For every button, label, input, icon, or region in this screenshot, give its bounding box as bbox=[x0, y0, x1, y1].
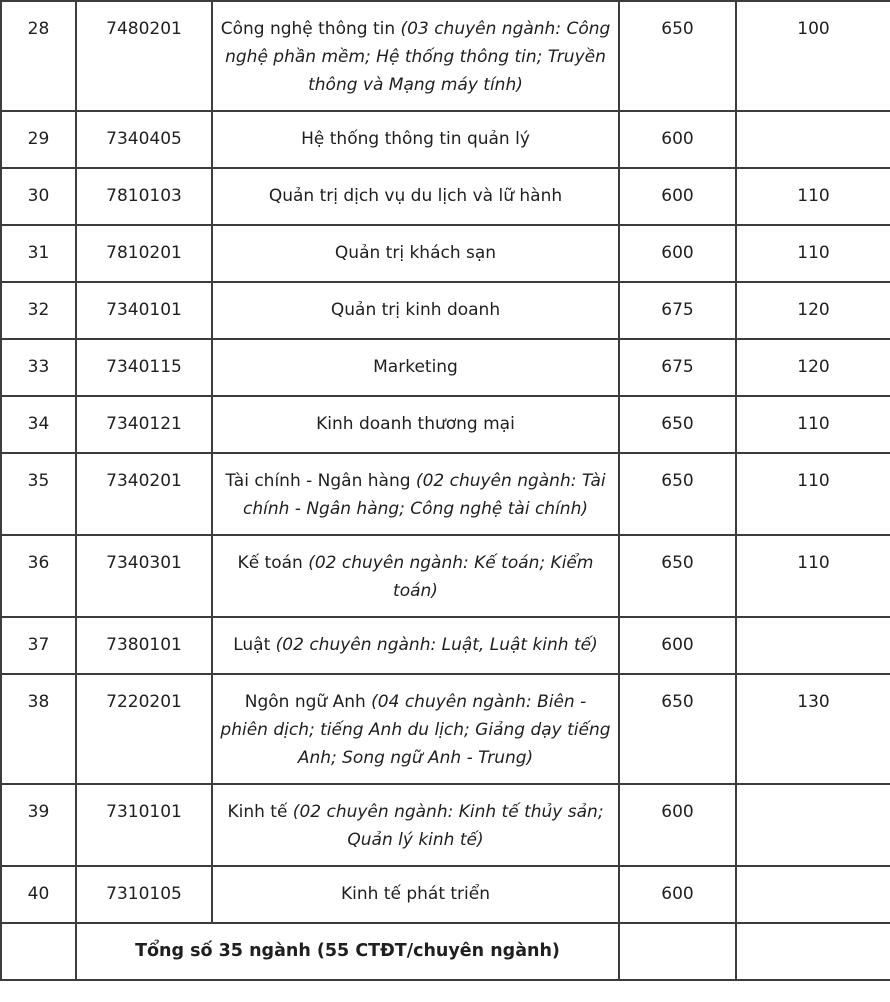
cell-col5-value: 130 bbox=[736, 674, 890, 784]
cell-col4-value: 600 bbox=[619, 866, 736, 923]
major-name-text: Quản trị dịch vụ du lịch và lữ hành bbox=[268, 186, 563, 206]
table-row bbox=[1, 168, 890, 225]
cell-major-code: 7480201 bbox=[76, 1, 212, 111]
cell-row-number: 35 bbox=[1, 453, 76, 535]
cell-col5-value: 110 bbox=[736, 453, 890, 535]
major-name-text: Kinh doanh thương mại bbox=[316, 414, 515, 434]
cell-major-code: 7340115 bbox=[76, 339, 212, 396]
cell-major-name bbox=[212, 1, 619, 111]
cell-row-number: 30 bbox=[1, 168, 76, 225]
cell-major-code: 7810201 bbox=[76, 225, 212, 282]
major-detail-text: (02 chuyên ngành: Luật, Luật kinh tế) bbox=[270, 635, 598, 655]
cell-major-code: 7220201 bbox=[76, 674, 212, 784]
cell-col5-value bbox=[736, 111, 890, 168]
cell-major-code: 7340201 bbox=[76, 453, 212, 535]
cell-col4-value: 600 bbox=[619, 225, 736, 282]
cell-major-code: 7340101 bbox=[76, 282, 212, 339]
major-detail-text: (02 chuyên ngành: Tài chính - Ngân hàng; Công nghệ tài chính) bbox=[242, 471, 606, 519]
footer-total-label: Tổng số 35 ngành (55 CTĐT/chuyên ngành) bbox=[76, 923, 619, 980]
major-name-text: Kinh tế phát triển bbox=[340, 884, 490, 904]
cell-col4-value: 600 bbox=[619, 784, 736, 866]
table-row bbox=[1, 1, 890, 111]
table-row bbox=[1, 225, 890, 282]
cell-major-name bbox=[212, 282, 619, 339]
major-name-text: Kế toán bbox=[237, 553, 303, 573]
cell-col4-value: 600 bbox=[619, 111, 736, 168]
major-name-text: Tài chính - Ngân hàng bbox=[225, 471, 411, 491]
cell-row-number: 37 bbox=[1, 617, 76, 674]
table-row bbox=[1, 396, 890, 453]
cell-major-code: 7810103 bbox=[76, 168, 212, 225]
cell-col5-value: 120 bbox=[736, 282, 890, 339]
cell-major-code: 7340121 bbox=[76, 396, 212, 453]
table-row bbox=[1, 453, 890, 535]
major-name-text: Quản trị kinh doanh bbox=[330, 300, 501, 320]
cell-major-code: 7380101 bbox=[76, 617, 212, 674]
cell-row-number: 32 bbox=[1, 282, 76, 339]
cell-row-number: 38 bbox=[1, 674, 76, 784]
cell-major-name bbox=[212, 396, 619, 453]
major-name-text: Luật bbox=[233, 635, 271, 655]
cell-major-name bbox=[212, 111, 619, 168]
table-row bbox=[1, 535, 890, 617]
cell-col5-value: 110 bbox=[736, 535, 890, 617]
cell-col5-value: 110 bbox=[736, 225, 890, 282]
cell-row-number: 33 bbox=[1, 339, 76, 396]
cell-col4-value: 675 bbox=[619, 282, 736, 339]
major-name-text: Marketing bbox=[373, 357, 458, 377]
cell-major-name bbox=[212, 784, 619, 866]
cell-col4-value: 675 bbox=[619, 339, 736, 396]
cell-row-number: 31 bbox=[1, 225, 76, 282]
cell-row-number: 39 bbox=[1, 784, 76, 866]
table-row bbox=[1, 784, 890, 866]
cell-col5-value bbox=[736, 784, 890, 866]
table-row bbox=[1, 866, 890, 923]
cell-col4-value: 650 bbox=[619, 535, 736, 617]
cell-major-code: 7310105 bbox=[76, 866, 212, 923]
cell-major-name bbox=[212, 225, 619, 282]
major-name-text: Kinh tế bbox=[227, 802, 288, 822]
cell-col4-value: 650 bbox=[619, 674, 736, 784]
cell-major-code: 7310101 bbox=[76, 784, 212, 866]
major-name-text: Hệ thống thông tin quản lý bbox=[301, 129, 530, 149]
cell-row-number: 28 bbox=[1, 1, 76, 111]
major-detail-text: (02 chuyên ngành: Kinh tế thủy sản; Quản lý kinh tế) bbox=[287, 802, 604, 850]
major-detail-text: (02 chuyên ngành: Kế toán; Kiểm toán) bbox=[302, 553, 594, 601]
major-name-text: Ngôn ngữ Anh bbox=[244, 692, 366, 712]
cell-major-code: 7340405 bbox=[76, 111, 212, 168]
major-detail-text: (03 chuyên ngành: Công nghệ phần mềm; Hệ thống thông tin; Truyền thông và Mạng máy tính) bbox=[225, 19, 611, 95]
major-name-text: Quản trị khách sạn bbox=[334, 243, 497, 263]
table-row bbox=[1, 282, 890, 339]
cell-major-name bbox=[212, 453, 619, 535]
cell-col5-value: 120 bbox=[736, 339, 890, 396]
footer-empty-stt-cell bbox=[1, 923, 76, 980]
cell-major-name bbox=[212, 535, 619, 617]
cell-row-number: 34 bbox=[1, 396, 76, 453]
cell-col4-value: 650 bbox=[619, 453, 736, 535]
cell-col5-value bbox=[736, 866, 890, 923]
cell-col5-value: 110 bbox=[736, 396, 890, 453]
major-name-text: Công nghệ thông tin bbox=[220, 19, 396, 39]
table-row bbox=[1, 111, 890, 168]
cell-major-name bbox=[212, 866, 619, 923]
cell-major-name bbox=[212, 674, 619, 784]
cell-col4-value: 600 bbox=[619, 617, 736, 674]
cell-col5-value: 100 bbox=[736, 1, 890, 111]
table-row bbox=[1, 617, 890, 674]
cell-col5-value: 110 bbox=[736, 168, 890, 225]
cell-col5-value bbox=[736, 617, 890, 674]
cell-col4-value: 650 bbox=[619, 1, 736, 111]
cell-major-name bbox=[212, 617, 619, 674]
footer-empty-col4-cell bbox=[619, 923, 736, 980]
cell-row-number: 36 bbox=[1, 535, 76, 617]
footer-empty-col5-cell bbox=[736, 923, 890, 980]
cell-col4-value: 600 bbox=[619, 168, 736, 225]
cell-major-name bbox=[212, 168, 619, 225]
cell-col4-value: 650 bbox=[619, 396, 736, 453]
cell-row-number: 40 bbox=[1, 866, 76, 923]
table-row bbox=[1, 674, 890, 784]
cell-major-name bbox=[212, 339, 619, 396]
table-row bbox=[1, 339, 890, 396]
footer-row bbox=[1, 923, 890, 980]
major-detail-text: (04 chuyên ngành: Biên - phiên dịch; tiếng Anh du lịch; Giảng dạy tiếng Anh; Song ngữ Anh - Trung) bbox=[220, 692, 611, 768]
cell-row-number: 29 bbox=[1, 111, 76, 168]
cell-major-code: 7340301 bbox=[76, 535, 212, 617]
